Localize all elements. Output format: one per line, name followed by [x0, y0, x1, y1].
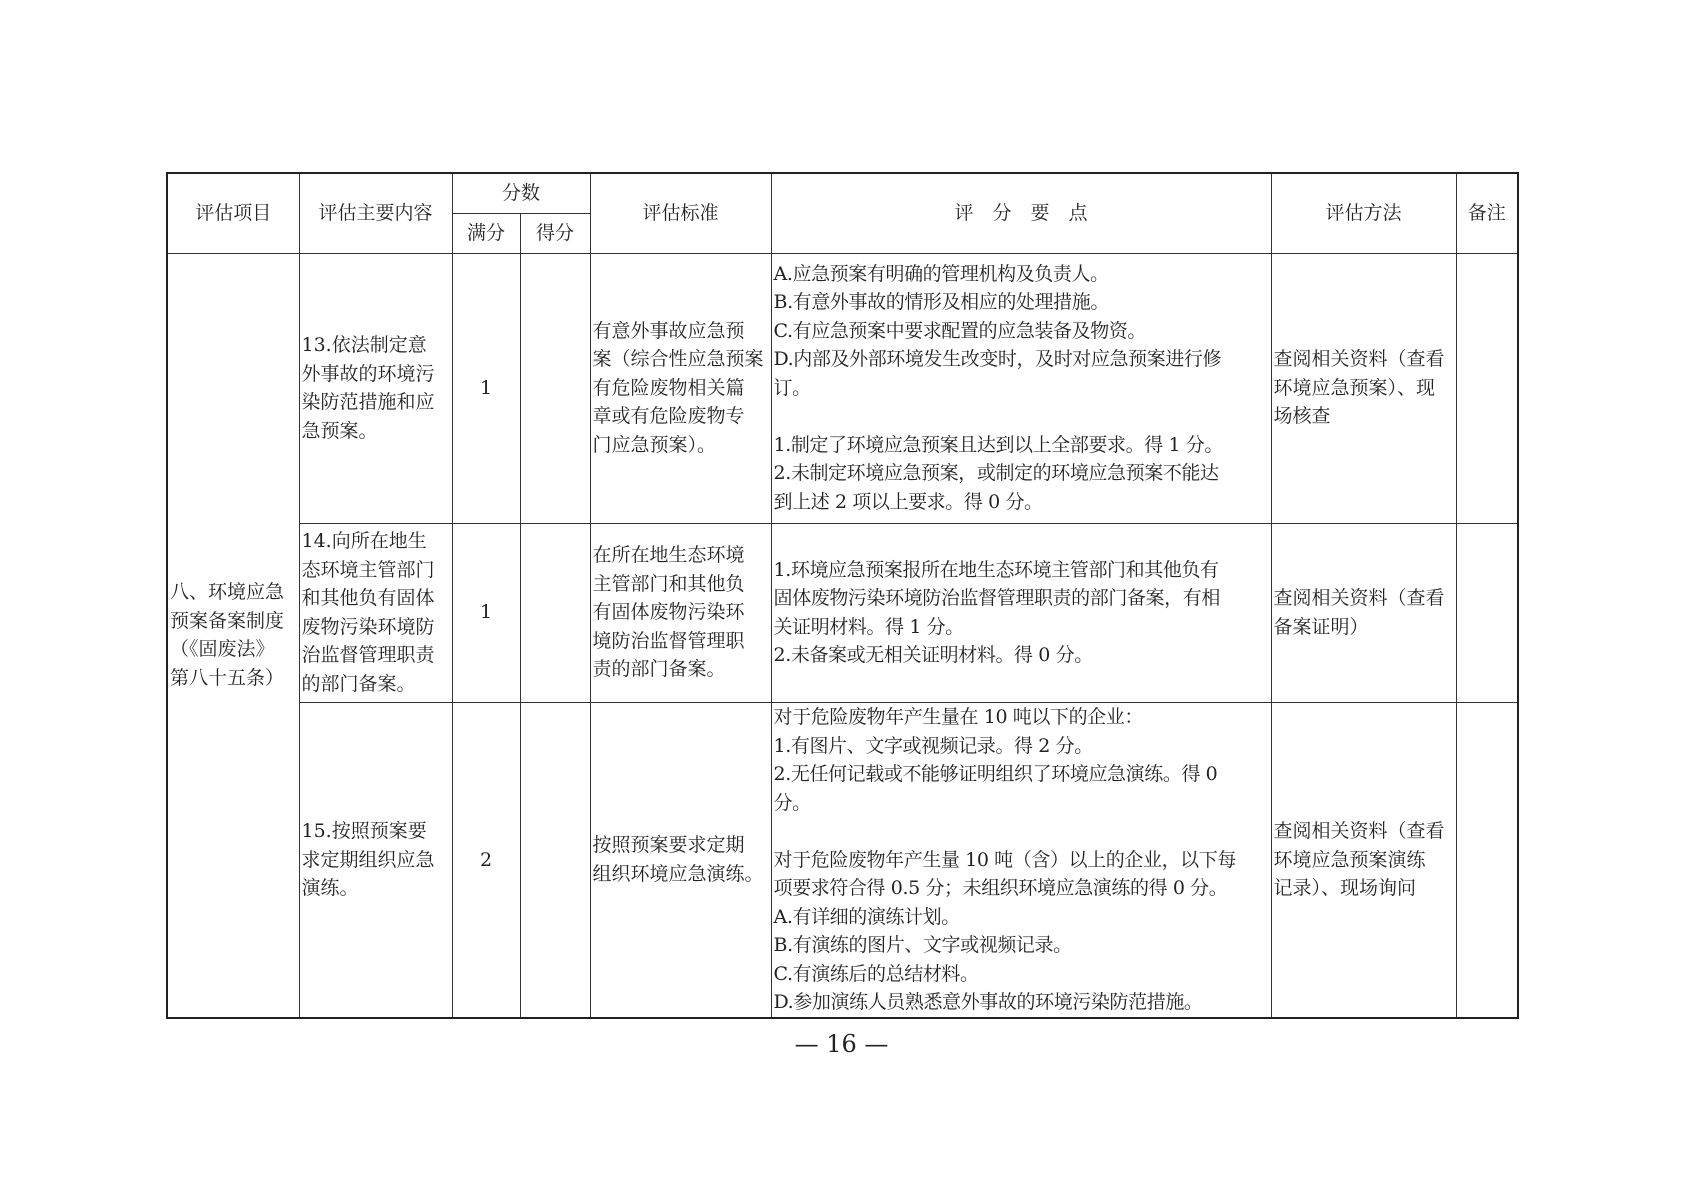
- content-cell: 13.依法制定意 外事故的环境污 染防范措施和应 急预案。: [299, 253, 452, 523]
- got-score-cell[interactable]: [520, 253, 590, 523]
- got-score-cell[interactable]: [520, 702, 590, 1018]
- header-full-score: 满分: [452, 213, 520, 253]
- header-content: 评估主要内容: [299, 173, 452, 253]
- method-cell: 查阅相关资料（查看 环境应急预案演练 记录）、现场询问: [1271, 702, 1456, 1018]
- content-cell: 14.向所在地生 态环境主管部门 和其他负有固体 废物污染环境防 治监督管理职责 的部门备案。: [299, 523, 452, 702]
- standard-cell: 按照预案要求定期 组织环境应急演练。: [590, 702, 771, 1018]
- full-score-cell: 1: [452, 253, 520, 523]
- points-cell: A.应急预案有明确的管理机构及负责人。 B.有意外事故的情形及相应的处理措施。 C.有应急预案中要求配置的应急装备及物资。 D.内部及外部环境发生改变时，及时对应急预案进行修 订。 1.制定了环境应急预案且达到以上全部要求。得 1 分。 2.未制定环境应急预案，或制定的环境应急预案不能达 到上述 2 项以上要求。得 0 分。: [771, 253, 1271, 523]
- table-row: [167, 253, 1518, 523]
- full-score-cell: 2: [452, 702, 520, 1018]
- method-cell: 查阅相关资料（查看 备案证明）: [1271, 523, 1456, 702]
- header-item: 评估项目: [167, 173, 299, 253]
- table-row: [167, 523, 1518, 702]
- header-row: [167, 173, 1518, 213]
- header-standard: 评估标准: [590, 173, 771, 253]
- content-cell: 15.按照预案要 求定期组织应急 演练。: [299, 702, 452, 1018]
- header-note: 备注: [1456, 173, 1518, 253]
- full-score-cell: 1: [452, 523, 520, 702]
- note-cell[interactable]: [1456, 523, 1518, 702]
- points-cell: 1.环境应急预案报所在地生态环境主管部门和其他负有 固体废物污染环境防治监督管理职责的部门备案，有相 关证明材料。得 1 分。 2.未备案或无相关证明材料。得 0 分。: [771, 523, 1271, 702]
- points-cell: 对于危险废物年产生量在 10 吨以下的企业： 1.有图片、文字或视频记录。得 2 分。 2.无任何记载或不能够证明组织了环境应急演练。得 0 分。 对于危险废物年产生量 10 吨（含）以上的企业，以下每 项要求符合得 0.5 分；未组织环境应急演练的得 0 分。 A.有详细的演练计划。 B.有演练的图片、文字或视频记录。 C.有演练后的总结材料。 D.参加演练人员熟悉意外事故的环境污染防范措施。: [771, 702, 1271, 1018]
- page-number: — 16 —: [794, 1030, 889, 1058]
- method-cell: 查阅相关资料（查看 环境应急预案）、现 场核查: [1271, 253, 1456, 523]
- header-got-score: 得分: [520, 213, 590, 253]
- header-points: 评 分 要 点: [771, 173, 1271, 253]
- standard-cell: 在所在地生态环境 主管部门和其他负 有固体废物污染环 境防治监督管理职 责的部门备案。: [590, 523, 771, 702]
- category-cell: 八、环境应急 预案备案制度 （《固废法》 第八十五条）: [167, 253, 299, 1018]
- evaluation-table: [166, 172, 1519, 1019]
- got-score-cell[interactable]: [520, 523, 590, 702]
- header-method: 评估方法: [1271, 173, 1456, 253]
- table-row: [167, 702, 1518, 1018]
- standard-cell: 有意外事故应急预 案（综合性应急预案 有危险废物相关篇 章或有危险废物专 门应急预案）。: [590, 253, 771, 523]
- note-cell[interactable]: [1456, 253, 1518, 523]
- header-score: 分数: [452, 173, 590, 213]
- note-cell[interactable]: [1456, 702, 1518, 1018]
